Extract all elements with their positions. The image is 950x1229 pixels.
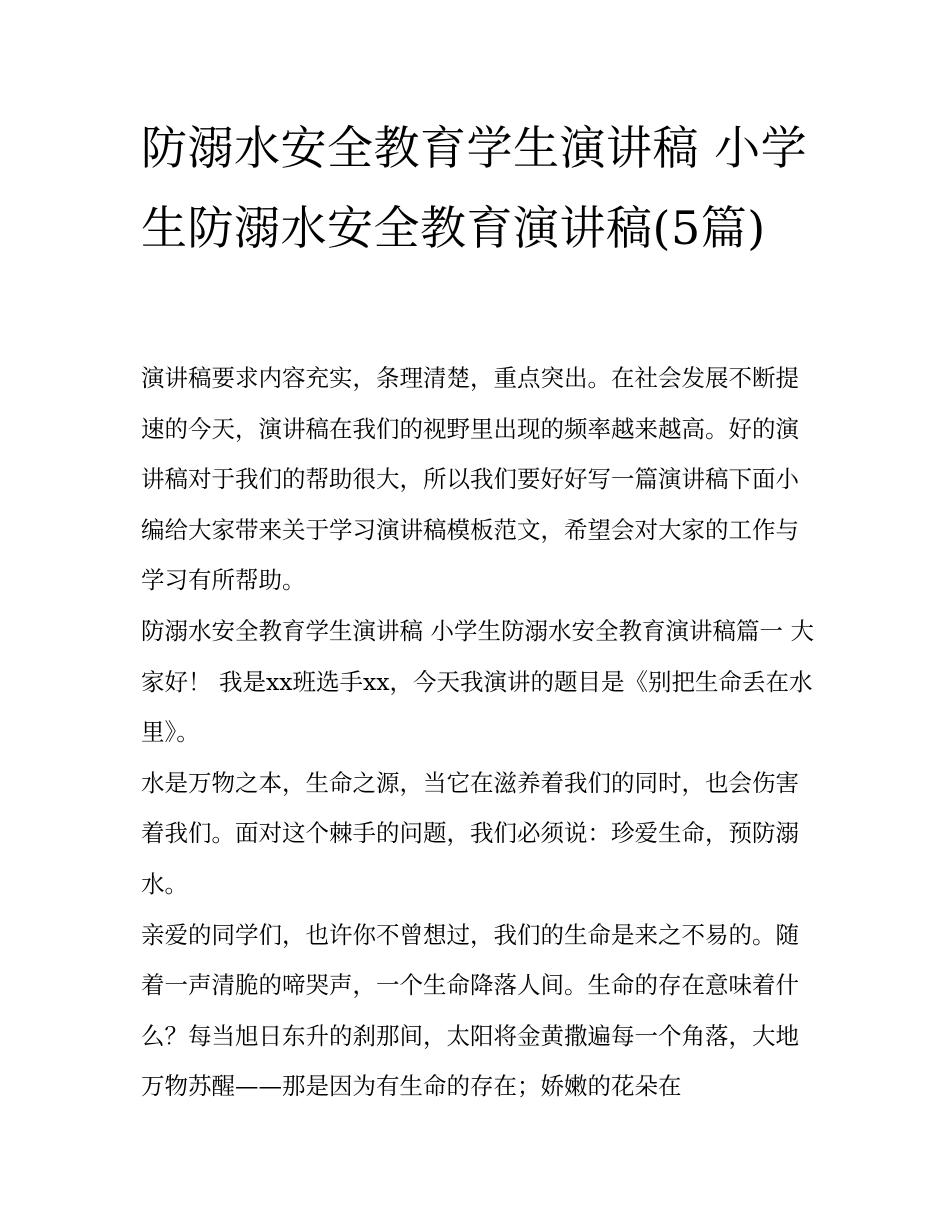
paragraph-speech-opening: 防溺水安全教育学生演讲稿 小学生防溺水安全教育演讲稿篇一 大家好！ 我是xx班选手xx，今天我演讲的题目是《别把生命丢在水里》。 [141,616,814,747]
paragraph-water-source: 水是万物之本，生命之源，当它在滋养着我们的同时，也会伤害着我们。面对这个棘手的问题，我们必须说：珍爱生命，预防溺水。 [141,768,799,898]
paragraph-intro: 演讲稿要求内容充实，条理清楚，重点突出。在社会发展不断提速的今天，演讲稿在我们的视野里出现的频率越来越高。好的演讲稿对于我们的帮助很大，所以我们要好好写一篇演讲稿下面小编给大家带来关于学习演讲稿模板范文，希望会对大家的工作与学习有所帮助。 [141,364,799,595]
document-body [141,353,816,1112]
paragraph-life-precious: 亲爱的同学们，也许你不曾想过，我们的生命是来之不易的。随着一声清脆的啼哭声，一个生命降落人间。生命的存在意味着什么？每当旭日东升的刹那间，太阳将金黄撒遍每一个角落，大地万物苏醒——那是因为有生命的存在；娇嫩的花朵在 [141,920,799,1101]
document-title: 防溺水安全教育学生演讲稿 小学生防溺水安全教育演讲稿(5篇) [141,121,808,255]
